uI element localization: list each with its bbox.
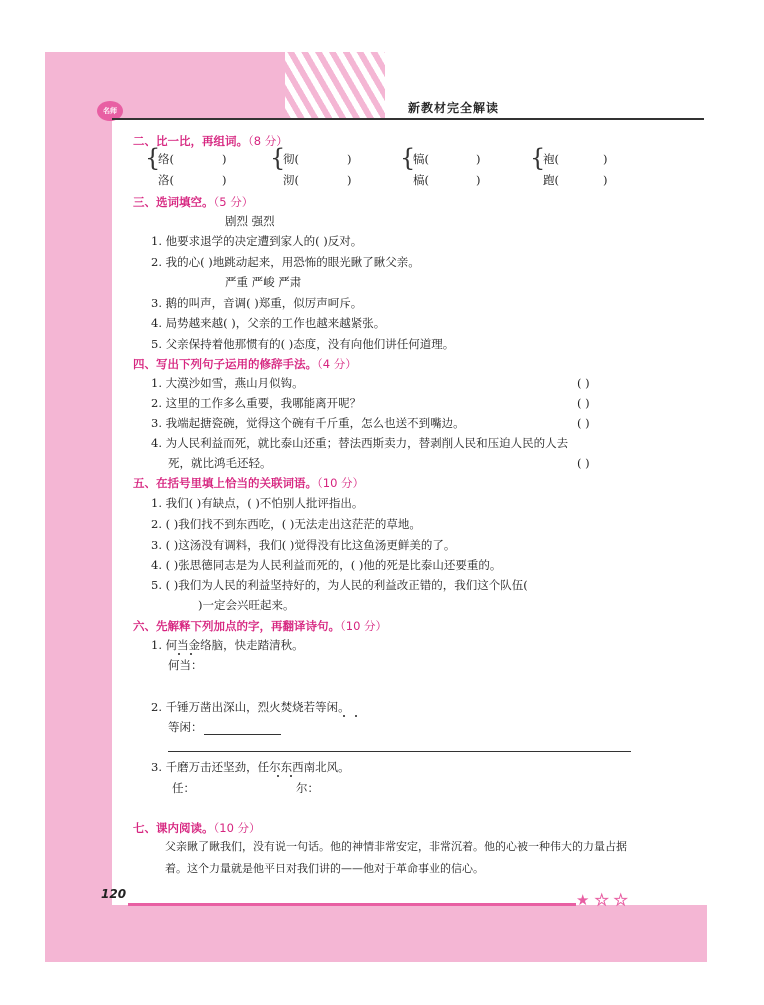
- brace: {: [530, 144, 546, 172]
- s4-question-3: 3. 我端起搪瓷碗，觉得这个碗有千斤重，怎么也送不到嘴边。: [151, 416, 465, 430]
- emphasis-dot: [190, 653, 192, 655]
- pair-3-top: 犒(: [413, 152, 429, 166]
- header-stripes: [285, 52, 385, 120]
- brace: {: [270, 144, 286, 172]
- q2-explain-label: 等闲：: [168, 720, 203, 734]
- pair-3-bottom: 槁(: [413, 173, 429, 187]
- answer-line[interactable]: [168, 751, 631, 752]
- section-3-title: 三、选词填空。（5 分）: [133, 195, 254, 209]
- poem-line-2: 2. 千锤万凿出深山，烈火焚烧若等闲。: [151, 700, 350, 714]
- poem-line-3: 3. 千磨万击还坚劲，任尔东西南北风。: [151, 760, 350, 774]
- answer-paren: ( ): [577, 396, 590, 410]
- emphasis-dot: [277, 775, 279, 777]
- paren-close: ): [476, 152, 481, 166]
- emphasis-dot: [290, 775, 292, 777]
- pair-1-bottom: 洛(: [158, 173, 174, 187]
- page-number: 120: [101, 887, 127, 901]
- pair-4-bottom: 跑(: [543, 173, 559, 187]
- answer-paren: ( ): [577, 416, 590, 430]
- s4-question-4-cont: 死，就比鸿毛还轻。: [168, 456, 272, 470]
- q3-explain-label-2: 尔：: [296, 781, 319, 795]
- word-choices-2: 严重 严峻 严肃: [225, 275, 302, 289]
- s3-question-3: 3. 鹅的叫声，音调( )郑重，似厉声呵斥。: [151, 296, 363, 310]
- answer-paren: ( ): [577, 456, 590, 470]
- s5-question-4: 4. ( )张思德同志是为人民利益而死的，( )他的死是比泰山还要重的。: [151, 558, 502, 572]
- emphasis-dot: [178, 653, 180, 655]
- paren-close: ): [347, 173, 352, 187]
- logo: 名师: [97, 101, 123, 121]
- poem-line-1: 1. 何当金络脑，快走踏清秋。: [151, 638, 304, 652]
- answer-paren: ( ): [577, 376, 590, 390]
- s5-question-5-cont: )一定会兴旺起来。: [198, 598, 295, 612]
- s3-question-1: 1. 他要求退学的决定遭到家人的( )反对。: [151, 234, 363, 248]
- s5-question-3: 3. ( )这汤没有调料，我们( )觉得没有比这鱼汤更鲜美的了。: [151, 538, 456, 552]
- star-outline-icon: ★: [614, 891, 628, 909]
- s5-question-1: 1. 我们( )有缺点，( )不怕别人批评指出。: [151, 496, 364, 510]
- paren-close: ): [347, 152, 352, 166]
- section-5-title: 五、在括号里填上恰当的关联词语。（10 分）: [133, 476, 365, 490]
- s4-question-1: 1. 大漠沙如雪，燕山月似钩。: [151, 376, 304, 390]
- paren-close: ): [603, 152, 608, 166]
- star-outline-icon: ★: [595, 891, 609, 909]
- s3-question-4: 4. 局势越来越( )，父亲的工作也越来越紧张。: [151, 316, 386, 330]
- word-choices-1: 剧烈 强烈: [225, 214, 275, 228]
- s5-question-2: 2. ( )我们找不到东西吃，( )无法走出这茫茫的草地。: [151, 517, 421, 531]
- paren-close: ): [222, 173, 227, 187]
- paren-close: ): [603, 173, 608, 187]
- star-filled-icon: ★: [576, 891, 590, 909]
- reading-passage: 父亲瞅了瞅我们，没有说一句话。他的神情非常安定，非常沉着。他的心被一种伟大的力量占据着。这个力量就是他平日对我们讲的——他对于革命事业的信心。: [165, 840, 627, 875]
- header-rule: [112, 118, 704, 120]
- header-title: 新教材完全解读: [408, 101, 500, 115]
- paren-close: ): [222, 152, 227, 166]
- s3-question-2: 2. 我的心( )地跳动起来，用恐怖的眼光瞅了瞅父亲。: [151, 255, 420, 269]
- brace: {: [145, 144, 161, 172]
- pair-2-top: 彻(: [283, 152, 299, 166]
- footer-rule: [128, 903, 576, 906]
- section-2-title: 二、比一比，再组词。（8 分）: [133, 134, 288, 148]
- pair-4-top: 袍(: [543, 152, 559, 166]
- section-6-title: 六、先解释下列加点的字，再翻译诗句。（10 分）: [133, 619, 388, 633]
- brace: {: [400, 144, 416, 172]
- section-7-title: 七、课内阅读。（10 分）: [133, 821, 261, 835]
- answer-line[interactable]: [204, 734, 281, 735]
- s5-question-5: 5. ( )我们为人民的利益坚持好的，为人民的利益改正错的，我们这个队伍(: [151, 578, 528, 592]
- section-4-title: 四、写出下列句子运用的修辞手法。（4 分）: [133, 357, 357, 371]
- q1-explain-label: 何当：: [168, 658, 203, 672]
- s3-question-5: 5. 父亲保持着他那惯有的( )态度，没有向他们讲任何道理。: [151, 337, 455, 351]
- paren-close: ): [476, 173, 481, 187]
- pair-1-top: 络(: [158, 152, 174, 166]
- emphasis-dot: [355, 715, 357, 717]
- s4-question-4: 4. 为人民利益而死，就比泰山还重；替法西斯卖力，替剥削人民和压迫人民的人去: [151, 436, 569, 450]
- emphasis-dot: [343, 715, 345, 717]
- s4-question-2: 2. 这里的工作多么重要，我哪能离开呢？: [151, 396, 362, 410]
- q3-explain-label-1: 任：: [172, 781, 195, 795]
- pair-2-bottom: 沏(: [283, 173, 299, 187]
